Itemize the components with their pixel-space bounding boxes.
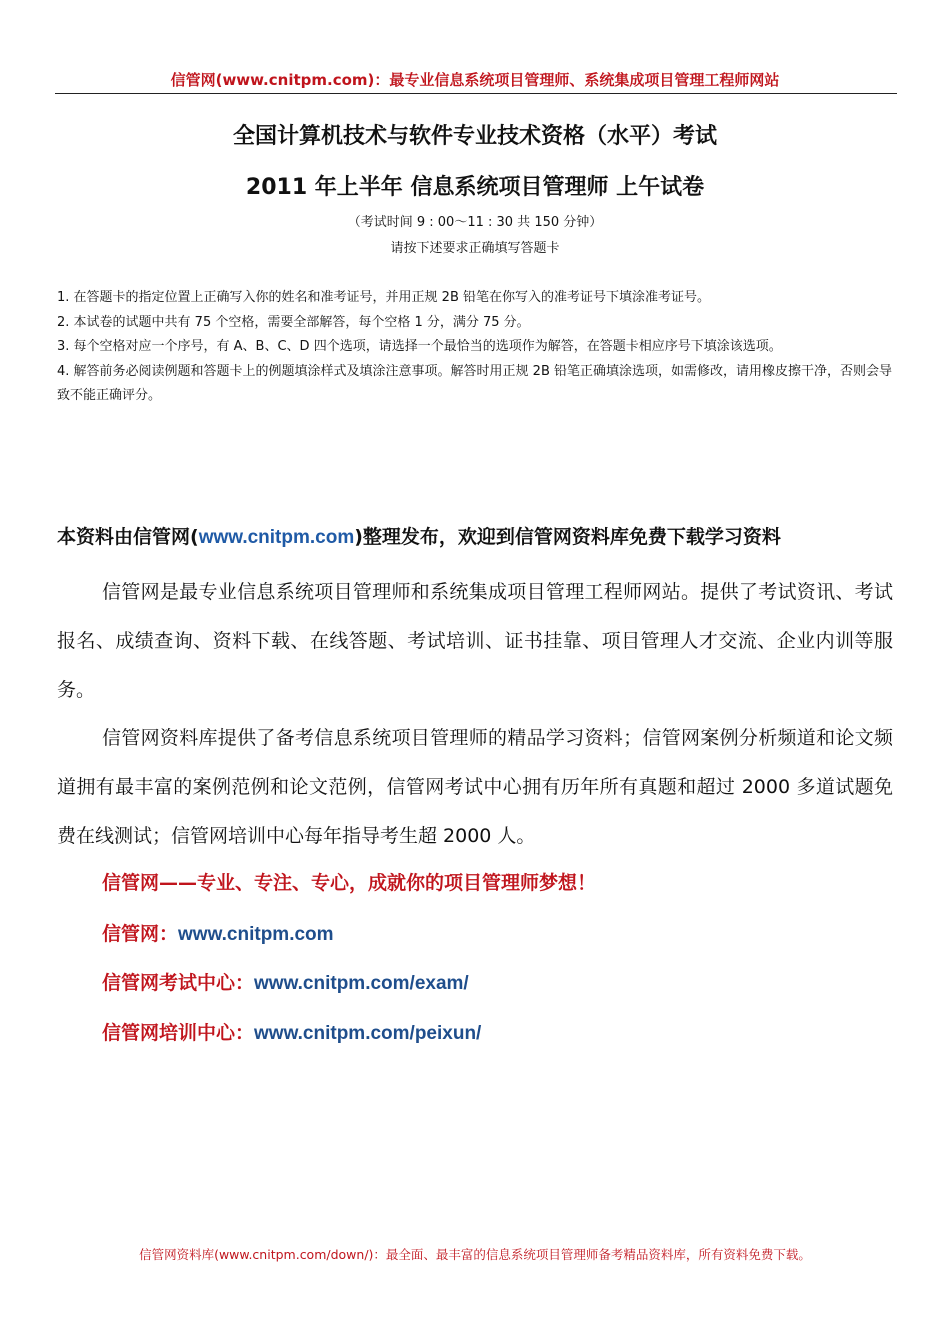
promo-paragraph-2: 信管网资料库提供了备考信息系统项目管理师的精品学习资料；信管网案例分析频道和论文频道拥有最丰富的案例范例和论文范例，信管网考试中心拥有历年所有真题和超过 2000 多道试题免费在线测试；信管网培训中心每年指导考生超 2000 人。 xyxy=(57,727,893,847)
promo-paragraph-1: 信管网是最专业信息系统项目管理师和系统集成项目管理工程师网站。提供了考试资讯、考试报名、成绩查询、资料下载、在线答题、考试培训、证书挂靠、项目管理人才交流、企业内训等服务。 xyxy=(57,581,893,701)
link-label: 信管网： xyxy=(102,923,179,945)
instruction-item: 3. 每个空格对应一个序号，有 A、B、C、D 四个选项，请选择一个最恰当的选项作为解答，在答题卡相应序号下填涂该选项。 xyxy=(57,339,782,354)
link-exam[interactable]: www.cnitpm.com/exam/ xyxy=(254,973,469,994)
exam-time-note: （考试时间 9 : 00～11 : 30 共 150 分钟） xyxy=(347,215,603,230)
instruction-item: 1. 在答题卡的指定位置上正确写入你的姓名和准考证号，并用正规 2B 铅笔在你写入的准考证号下填涂准考证号。 xyxy=(57,290,710,305)
link-training[interactable]: www.cnitpm.com/peixun/ xyxy=(254,1023,482,1044)
link-row-exam xyxy=(102,968,469,995)
paper-title: 2011 年上半年 信息系统项目管理师 上午试卷 xyxy=(245,175,705,200)
instruction-item: 2. 本试卷的试题中共有 75 个空格，需要全部解答，每个空格 1 分，满分 75 分。 xyxy=(57,314,530,330)
page-footer: 信管网资料库(www.cnitpm.com/down/)：最全面、最丰富的信息系统项目管理师备考精品资料库，所有资料免费下载。 xyxy=(139,1247,811,1262)
instructions-list xyxy=(57,286,895,409)
promo-heading-link[interactable]: www.cnitpm.com xyxy=(198,527,355,548)
answer-card-note: 请按下述要求正确填写答题卡 xyxy=(390,241,560,256)
exam-title: 全国计算机技术与软件专业技术资格（水平）考试 xyxy=(232,124,717,149)
promo-slogan: 信管网——专业、专注、专心，成就你的项目管理师梦想！ xyxy=(102,872,597,894)
instruction-item: 4. 解答前务必阅读例题和答题卡上的例题填涂样式及填涂注意事项。解答时用正规 2B 铅笔正确填涂选项，如需修改，请用橡皮擦干净，否则会导致不能正确评分。 xyxy=(57,363,892,403)
page-header: 信管网(www.cnitpm.com)：最专业信息系统项目管理师、系统集成项目管理工程师网站 xyxy=(170,71,780,89)
promo-heading xyxy=(57,522,897,549)
link-row-home xyxy=(102,919,334,946)
link-row-training xyxy=(102,1018,481,1045)
promo-heading-pre: 本资料由信管网( xyxy=(57,526,199,548)
link-label: 信管网培训中心： xyxy=(102,1022,255,1044)
promo-heading-post: )整理发布，欢迎到信管网资料库免费下载学习资料 xyxy=(354,526,781,548)
header-divider xyxy=(55,93,897,94)
link-label: 信管网考试中心： xyxy=(102,972,255,994)
link-home[interactable]: www.cnitpm.com xyxy=(178,924,334,945)
